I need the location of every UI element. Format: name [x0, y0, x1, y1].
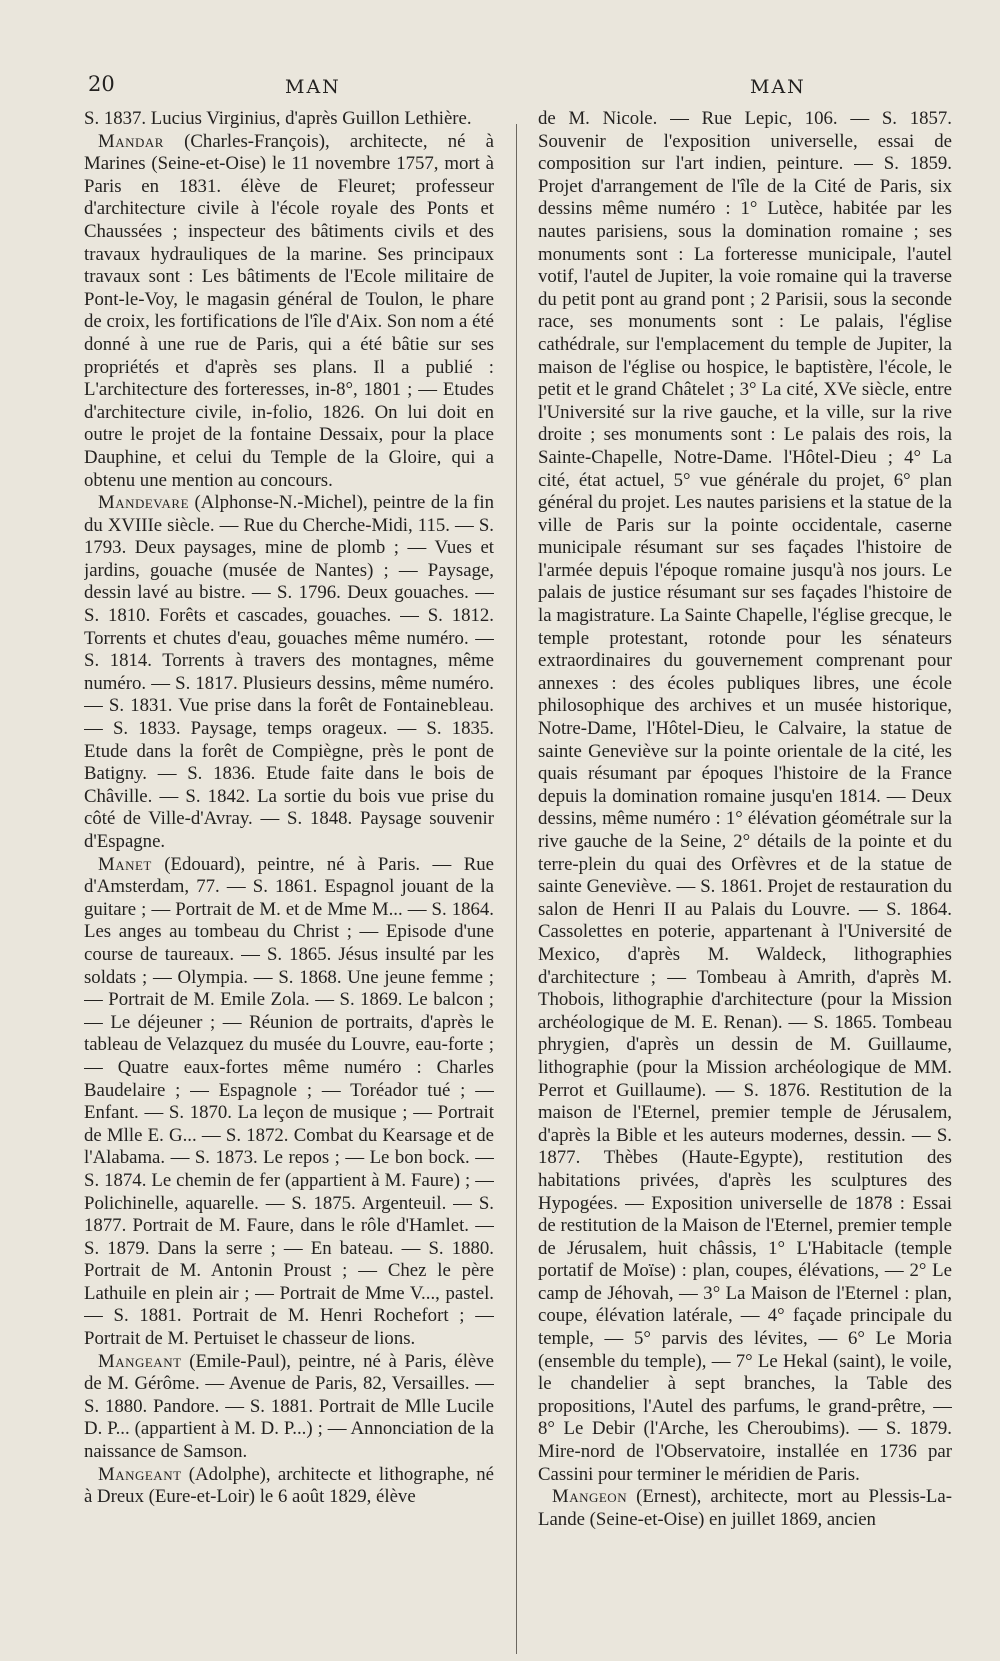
entry-continuation [538, 108, 952, 1486]
page-header [0, 68, 1000, 108]
left-column [84, 108, 494, 1653]
entry-headword: Mandevare [98, 492, 190, 514]
entry-mangeant-emile [84, 1351, 494, 1464]
entry-text: S. 1837. Lucius Virginius, d'après Guillon Lethière. [84, 108, 472, 129]
page-number: 20 [88, 72, 115, 96]
entry-headword: Mandar [98, 130, 164, 152]
entry-headword: Manet [98, 853, 152, 875]
entry-text: (Edouard), peintre, né à Paris. — Rue d'Amsterdam, 77. — S. 1861. Espagnol jouant de la guitare ; — Portrait de M. et de Mme M... — S. 1864. Les anges au tombeau du Christ ; — Episode d'une course de taureaux. — S. 1865. Jésus insulté par les soldats ; — Olympia. — S. 1868. Une jeune femme ; — Portrait de M. Emile Zola. — S. 1869. Le balcon ; — Le déjeuner ; — Réunion de portraits, d'après le tableau de Velazquez du musée du Louvre, eau-forte ; — Quatre eaux-fortes même numéro : Charles Baudelaire ; — Espagnole ; — Toréador tué ; — Enfant. — S. 1870. La leçon de musique ; — Portrait de Mlle E. G... — S. 1872. Combat du Kearsage et de l'Alabama. — S. 1873. Le repos ; — Le bon bock. — S. 1874. Le chemin de fer (appartient à M. Faure) ; — Polichinelle, aquarelle. — S. 1875. Argenteuil. — S. 1877. Portrait de M. Faure, dans le rôle d'Hamlet. — S. 1879. Dans la serre ; — En bateau. — S. 1880. Portrait de M. Antonin Proust ; — Chez le père Lathuile en plein air ; — Portrait de Mme V..., pastel. — S. 1881. Portrait de M. Henri Rochefort ; — Portrait de M. Pertuiset le chasseur de lions. [84, 853, 494, 1350]
entry-text: de M. Nicole. — Rue Lepic, 106. — S. 1857. Souvenir de l'exposition universelle, essai de composition sur l'art indien, peinture. — S. 1859. Projet d'arrangement de l'île de la Cité de Paris, six dessins même numéro : 1° Lutèce, habitée par les nautes parisiens, sous la domination romaine ; ses monuments sont : La forteresse municipale, l'autel votif, l'autel de Jupiter, la voie romaine qui la traverse du petit pont au grand pont ; 2 Parisii, sous la seconde race, ses monuments sont : Le palais, l'église cathédrale, sur l'emplacement du temple de Jupiter, la maison de l'église ou hospice, le baptistère, l'école, le petit et le grand Châtelet ; 3° La cité, XVe siècle, entre l'Université sur la rive gauche, et la ville, sur la rive droite ; ses monuments sont : Le palais des rois, la Sainte-Chapelle, Notre-Dame. l'Hôtel-Dieu ; 4° La cité, état actuel, 5° vue générale du projet, 6° plan général du projet. Les nautes parisiens et la statue de la ville de Paris sur la pointe occidentale, caserne municipale résumant sur ses façades l'histoire de l'armée depuis l'époque romaine jusqu'à nos jours. Le palais de justice résumant sur ses façades l'histoire de la magistrature. La Sainte Chapelle, l'église grecque, le temple protestant, rotonde pour les sénateurs extraordinaires du gouvernement comprenant pour annexes : des écoles publiques libres, une école philosophique des archives et un musée historique, Notre-Dame, l'Hôtel-Dieu, le Calvaire, la statue de sainte Geneviève sur la pointe orientale de la cité, les quais résumant par époques l'histoire de la France depuis la domination romaine jusqu'en 1814. — Deux dessins, même numéro : 1° élévation géométrale sur la rive gauche de la Seine, 2° détails de la pointe et du terre-plein du quai des Orfèvres et de la statue de sainte Geneviève. — S. 1861. Projet de restauration du salon de Henri II au Palais du Louvre. — S. 1864. Cassolettes en poterie, appartenant à l'Université de Mexico, d'après M. Waldeck, lithographies d'architecture ; — Tombeau à Amrith, d'après M. Thobois, lithographie d'architecture (pour la Mission archéologique de M. E. Renan). — S. 1865. Tombeau phrygien, d'après un dessin de M. Guillaume, lithographie (pour la Mission archéologique de MM. Perrot et Guillaume). — S. 1876. Restitution de la maison de l'Eternel, premier temple de Jérusalem, d'après la Bible et les auteurs modernes, dessin. — S. 1877. Thèbes (Haute-Egypte), restitution des habitations privées, d'après les sculptures des Hypogées. — Exposition universelle de 1878 : Essai de restitution de la Maison de l'Eternel, premier temple de Jérusalem, huit châssis, 1° L'Habitacle (temple portatif de Moïse) : plan, coupes, élévations, — 2° Le camp de Jéhovah, — 3° La Maison de l'Eternel : plan, coupe, élévation latérale, — 4° façade principale du temple, — 5° parvis des lévites, — 6° Le Moria (ensemble du temple), — 7° Le Hekal (saint), le voile, le chandelier à sept branches, la Table des propositions, l'Autel des parfums, le grand-prêtre, — 8° Le Debir (l'Arche, les Cheroubims). — S. 1879. Mire-nord de l'Observatoire, installée en 1736 par Cassini pour terminer le méridien de Paris. [538, 108, 952, 1485]
entry-mandar [84, 131, 494, 493]
entry-text: (Alphonse-N.-Michel), peintre de la fin du XVIIIe siècle. — Rue du Cherche-Midi, 115. — S. 1793. Deux paysages, mine de plomb ; — Vues et jardins, gouache (musée de Nantes) ; — Paysage, dessin lavé au bistre. — S. 1796. Deux gouaches. — S. 1810. Forêts et cascades, gouaches. — S. 1812. Torrents et chutes d'eau, gouaches même numéro. — S. 1814. Torrents à travers des montagnes, même numéro. — S. 1817. Plusieurs dessins, même numéro. — S. 1831. Vue prise dans la forêt de Fontainebleau. — S. 1833. Paysage, temps orageux. — S. 1835. Etude dans la forêt de Compiègne, près le pont de Batigny. — S. 1836. Etude faite dans le bois de Châville. — S. 1842. La sortie du bois vue prise du côté de Ville-d'Avray. — S. 1848. Paysage souvenir d'Espagne. [84, 492, 494, 852]
right-column [538, 108, 952, 1653]
entry-text: (Adolphe), architecte et lithographe, né à Dreux (Eure-et-Loir) le 6 août 1829, élève [84, 1463, 494, 1508]
entry-headword: Mangeant [98, 1463, 182, 1485]
entry-headword: Mangeon [552, 1486, 628, 1508]
right-running-head: MAN [750, 76, 806, 98]
entry-continuation [84, 108, 494, 131]
entry-text: (Charles-François), architecte, né à Marines (Seine-et-Oise) le 11 novembre 1757, mort à Paris en 1831. élève de Fleuret; professeur d'architecture civile à l'école royale des Ponts et Chaussées ; inspecteur des bâtiments civils et des travaux hydrauliques de la marine. Ses principaux travaux sont : Les bâtiments de l'Ecole militaire de Pont-le-Voy, le magasin général de Toulon, le phare de croix, les fortifications de l'île d'Aix. Son nom a été donné à une rue de Paris, qui a été bâtie sur ses propriétés et d'après ses plans. Il a publié : L'architecture des forteresses, in-8°, 1801 ; — Etudes d'architecture civile, in-folio, 1826. On lui doit en outre le projet de la fontaine Dessaix, pour la place Dauphine, et celui du Temple de la Gloire, qui a obtenu une mention au concours. [84, 130, 494, 491]
entry-mangeon [538, 1486, 952, 1531]
entry-manet [84, 854, 494, 1351]
column-divider [516, 124, 517, 1654]
entry-text: (Ernest), architecte, mort au Plessis-La-Lande (Seine-et-Oise) en juillet 1869, ancien [538, 1486, 952, 1530]
entry-mandevare [84, 492, 494, 854]
entry-headword: Mangeant [98, 1350, 182, 1372]
entry-text: (Emile-Paul), peintre, né à Paris, élève de M. Gérôme. — Avenue de Paris, 82, Versailles. — S. 1880. Pandore. — S. 1881. Portrait de Mlle Lucile D. P... (appartient à M. D. P...) ; — Annonciation de la naissance de Samson. [84, 1350, 494, 1463]
entry-mangeant-adolphe [84, 1464, 494, 1509]
left-running-head: MAN [285, 76, 341, 98]
